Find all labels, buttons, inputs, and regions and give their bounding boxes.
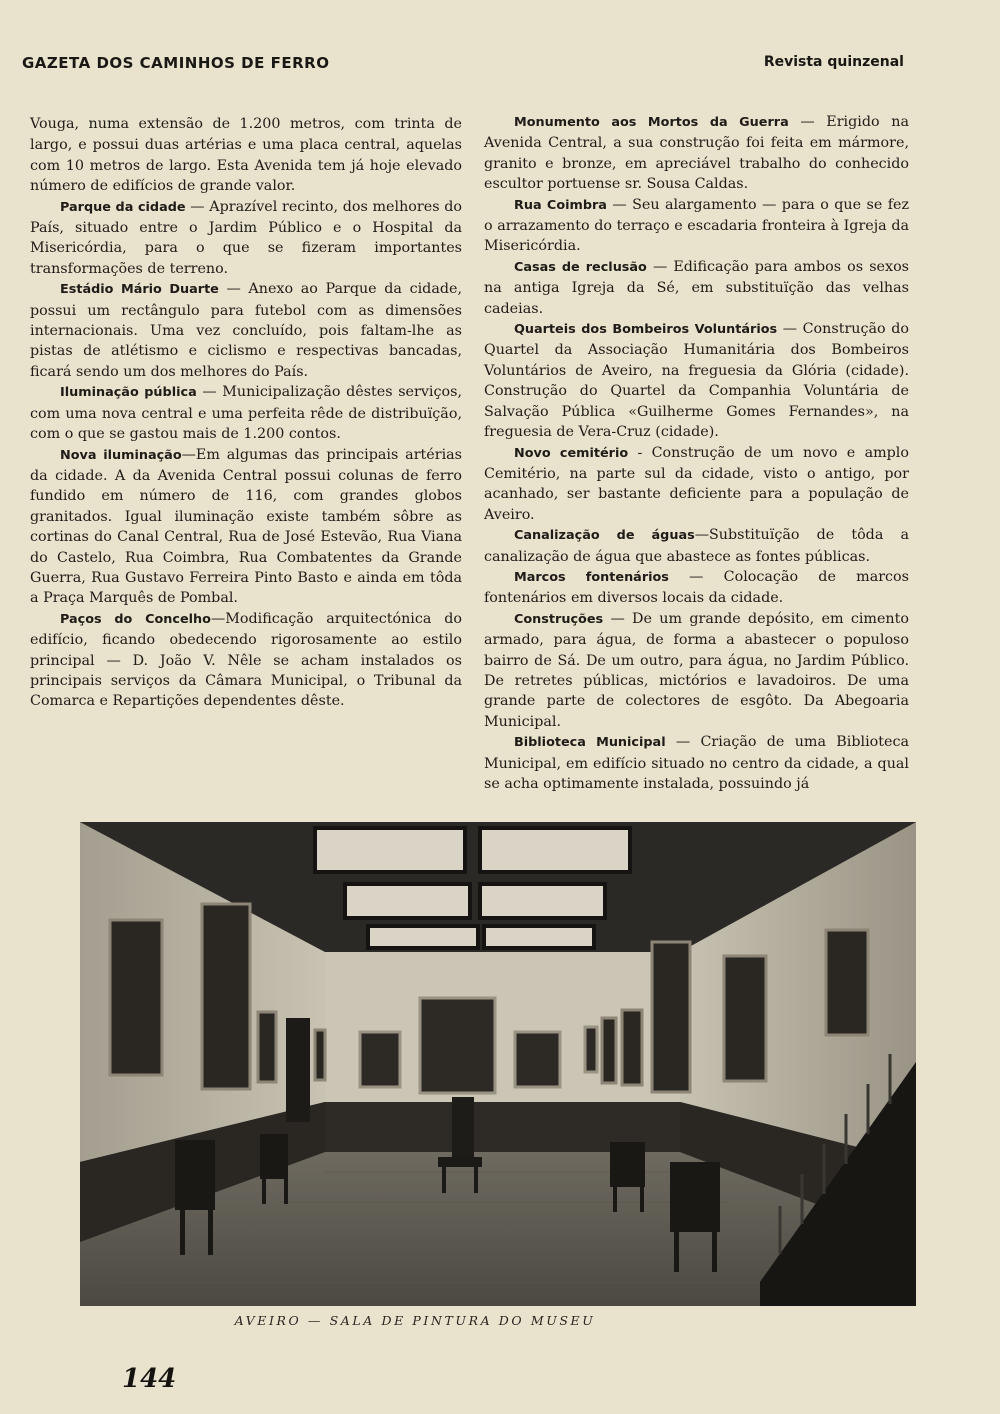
paragraph: Construções — De um grande depósito, em cimento armado, para água, de forma a abastecer o populoso bairro de Sá. De um outro, para água, no Jardim Público. De retretes públicas, mictórios e lavadoiros. De uma grande parte de colectores de esgôto. Da Abegoaria Municipal. [484,610,909,730]
paragraph: Rua Coimbra — Seu alargamento — para o que se fez o arrazamento do terraço e escadaria fronteira à Igreja da Misericórdia. [484,196,909,255]
photo-caption: AVEIRO — SALA DE PINTURA DO MUSEU [234,1313,596,1328]
paragraph: Novo cemitério - Construção de um novo e amplo Cemitério, na parte sul da cidade, visto o antigo, por acanhado, ser bastante deficiente para a população de Aveiro. [484,444,909,523]
paragraph-heading: Monumento aos Mortos da Guerra [514,115,789,130]
paragraph-heading: Paços do Concelho [60,611,211,627]
paragraph-heading: Marcos fontenários [514,569,669,585]
left-text-column [30,114,462,712]
gallery-illustration [80,822,916,1306]
museum-gallery-photo [80,822,916,1306]
paragraph: Paços do Concelho—Modificação arquitectónica do edifício, ficando obedecendo rigorosamente ao estilo principal — D. João V. Nêle se acham instalados os principais serviços da Câmara Municipal, o Tribunal da Comarca e Repartições dependentes dêste. [30,610,462,710]
paragraph-heading: Estádio Mário Duarte [60,282,219,298]
paragraph-heading: Iluminação pública [60,385,197,401]
paragraph: Vouga, numa extensão de 1.200 metros, com trinta de largo, e possui duas artérias e uma placa central, aquelas com 10 metros de largo. Esta Avenida tem já hoje elevado número de edifícios de grande valor. [30,116,462,195]
paragraph-heading: Rua Coimbra [514,197,607,213]
paragraph: Estádio Mário Duarte — Anexo ao Parque da cidade, possui um rectângulo para futebol com as dimensões internacionais. Uma vez concluído, pois faltam-lhe as pistas de atlétismo e ciclismo e respectivas bancadas, ficará sendo um dos melhores do País. [30,281,462,380]
right-text-column [484,112,909,794]
paragraph-heading: Biblioteca Municipal [514,735,666,751]
running-header-title: GAZETA DOS CAMINHOS DE FERRO [22,54,330,72]
paragraph: Monumento aos Mortos da Guerra — Erigido na Avenida Central, a sua construção foi feita em mármore, granito e bronze, em apreciável trabalho do conhecido escultor portuense sr. Sousa Caldas. [484,114,909,193]
paragraph: Biblioteca Municipal — Criação de uma Biblioteca Municipal, em edifício situado no centro da cidade, a qual se acha optimamente instalada, possuindo já [484,734,909,792]
paragraph-heading: Construções [514,611,604,627]
paragraph: Iluminação pública — Municipalização dêstes serviços, com uma nova central e uma perfeita rêde de distribuïção, com o que se gastou mais de 1.200 contos. [30,384,462,443]
paragraph: Parque da cidade — Aprazível recinto, dos melhores do País, situado entre o Jardim Público e o Hospital da Misericórdia, para o que se fizeram importantes transformações de terreno. [30,198,462,277]
paragraph-heading: Canalização de águas [514,528,695,544]
paragraph: Nova iluminação—Em algumas das principais artérias da cidade. A da Avenida Central possui colunas de ferro fundido em número de 116, com grandes globos granitados. Igual iluminação existe também sôbre as cortinas do Canal Central, Rua de José Estevão, Rua Viana do Castelo, Rua Coimbra, Rua Combatentes da Grande Guerra, Rua Gustavo Ferreira Pinto Basto e ainda em tôda a Praça Marquês de Pombal. [30,446,463,607]
paragraph-heading: Nova iluminação [60,447,182,463]
paragraph-heading: Novo cemitério [514,445,629,461]
paragraph-heading: Quarteis dos Bombeiros Voluntários [514,322,778,338]
paragraph: Casas de reclusão — Edificação para ambos os sexos na antiga Igreja da Sé, em substituïção das velhas cadeias. [484,258,910,317]
running-header-subtitle: Revista quinzenal [763,54,904,70]
paragraph: Quarteis dos Bombeiros Voluntários — Construção do Quartel da Associação Humanitária dos Bombeiros Voluntários de Aveiro, na freguesia da Glória (cidade). Construção do Quartel da Companhia Voluntária de Salvação Pública «Guilherme Gomes Fernandes», na freguesia de Vera-Cruz (cidade). [484,321,909,441]
paragraph: Marcos fontenários — Colocação de marcos fontenários em diversos locais da cidade. [484,568,909,607]
paragraph-heading: Casas de reclusão [514,259,647,275]
paragraph: Canalização de águas—Substituïção de tôda a canalização de água que abastece as fontes públicas. [484,527,909,565]
page-number: 144 [122,1364,177,1394]
paragraph-heading: Parque da cidade [60,199,186,215]
